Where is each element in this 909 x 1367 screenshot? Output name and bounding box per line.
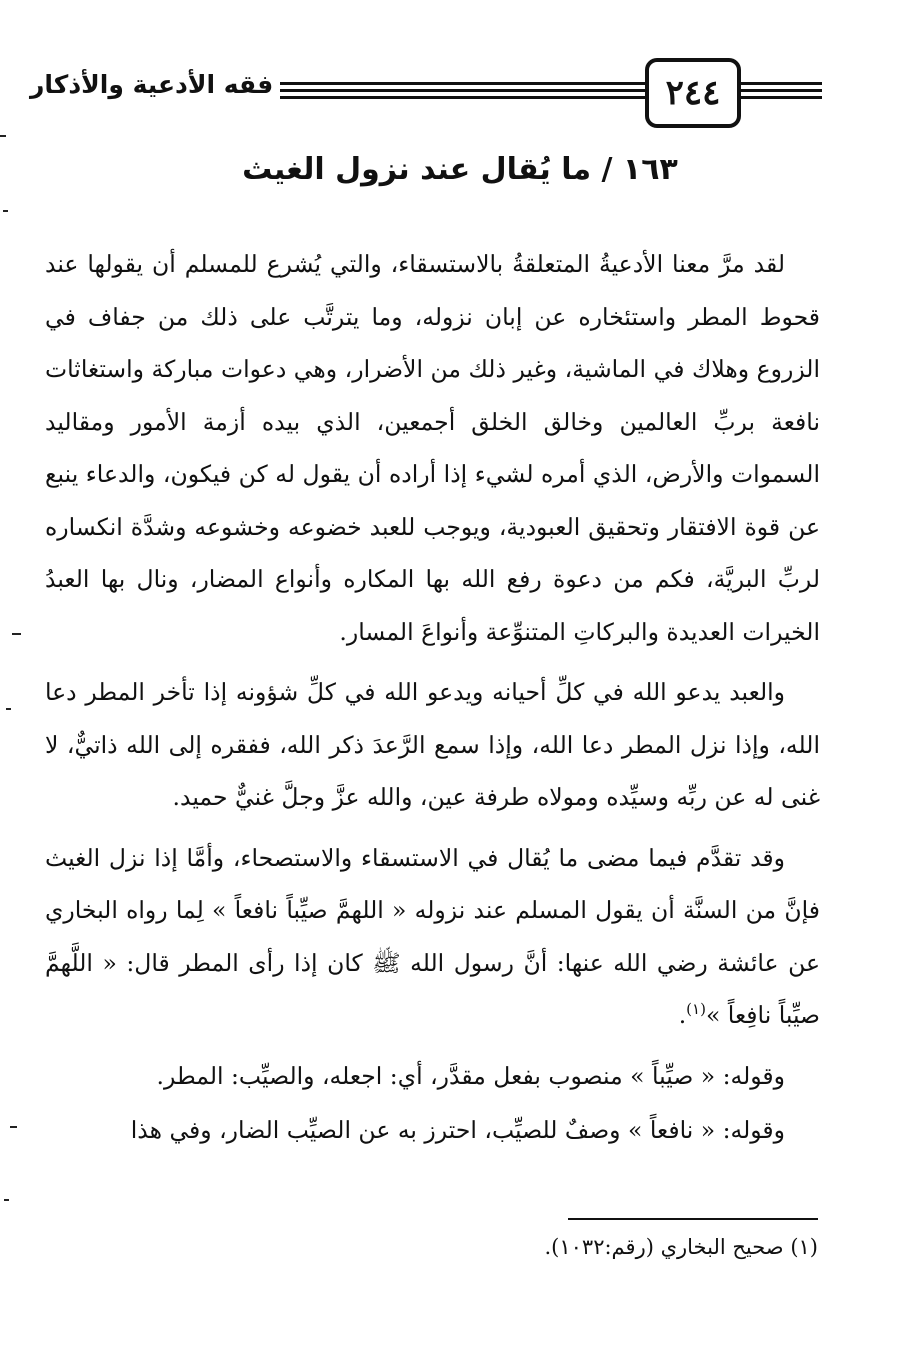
- paragraph: لقد مرَّ معنا الأدعيةُ المتعلقةُ بالاستسقاء، والتي يُشرع للمسلم أن يقولها عند قحوط المطر واستئخاره عن إبان نزوله، وما يترتَّب على ذلك من جفاف في الزروع وهلاك في الماشية، وغير ذلك من الأضرار، وهي دعوات مباركة واستغاثات نافعة بربِّ العالمين وخالق الخلق أجمعين، الذي بيده أزمة الأمور ومقاليد السموات والأرض، الذي أمره لشيء إذا أراده أن يقول له كن فيكون، والدعاء ينبع عن قوة الافتقار وتحقيق العبودية، ويوجب للعبد خضوعه وخشوعه وشدَّة انكساره لربِّ البريَّة، فكم من دعوة رفع الله بها المكاره وأنواع المضار، ونال بها العبدُ الخيرات العديدة والبركاتِ المتنوِّعة وأنواعَ المسار.: [45, 250, 820, 646]
- header-rule: [737, 96, 822, 99]
- header-rule: [280, 82, 660, 85]
- scan-mark: [6, 708, 11, 710]
- scan-mark: [12, 633, 21, 635]
- book-title: فقه الأدعية والأذكار: [30, 70, 274, 99]
- footnote-divider: [568, 1218, 818, 1220]
- chapter-title: ١٦٣ / ما يُقال عند نزول الغيث: [242, 152, 678, 187]
- main-text: [45, 238, 820, 1159]
- header-rule: [737, 89, 822, 92]
- paragraph: وقوله: « صيِّباً » منصوب بفعل مقدَّر، أي: اجعله، والصيِّب: المطر.: [156, 1061, 785, 1090]
- footnote-reference[interactable]: (١): [686, 1000, 706, 1019]
- page-number: ٢٤٤: [645, 58, 741, 128]
- footnote: (١) صحيح البخاري (رقم:١٠٣٢).: [544, 1235, 818, 1259]
- scan-mark: [0, 135, 6, 137]
- scan-mark: [3, 210, 8, 212]
- paragraph-text: وقد تقدَّم فيما مضى ما يُقال في الاستسقاء والاستصحاء، وأمَّا إذا نزل الغيث فإنَّ من السنَّة أن يقول المسلم عند نزوله « اللهمَّ صيِّباً نافعاً » لِما رواه البخاري عن عائشة رضي الله عنها: أنَّ رسول الله ﷺ كان إذا رأى المطر قال: « اللَّهمَّ صيِّباً نافِعاً »: [45, 843, 820, 1029]
- paragraph: والعبد يدعو الله في كلِّ أحيانه ويدعو الله في كلِّ شؤونه إذا تأخر المطر دعا الله، وإذا نزل المطر دعا الله، وإذا سمع الرَّعدَ ذكر الله، ففقره إلى الله ذاتيٌّ، لا غنى له عن ربِّه وسيِّده ومولاه طرفة عين، والله عزَّ وجلَّ غنيٌّ حميد.: [45, 678, 820, 811]
- paragraph: وقوله: « نافعاً » وصفٌ للصيِّب، احترز به عن الصيِّب الضار، وفي هذا: [130, 1116, 785, 1144]
- paragraph: [45, 832, 820, 1042]
- running-header: [20, 58, 820, 128]
- header-rule: [280, 89, 660, 92]
- header-rule: [737, 82, 822, 85]
- header-rule: [280, 96, 660, 99]
- scan-mark: [4, 1199, 9, 1201]
- scan-mark: [10, 1126, 17, 1128]
- paragraph-end: .: [678, 1001, 687, 1029]
